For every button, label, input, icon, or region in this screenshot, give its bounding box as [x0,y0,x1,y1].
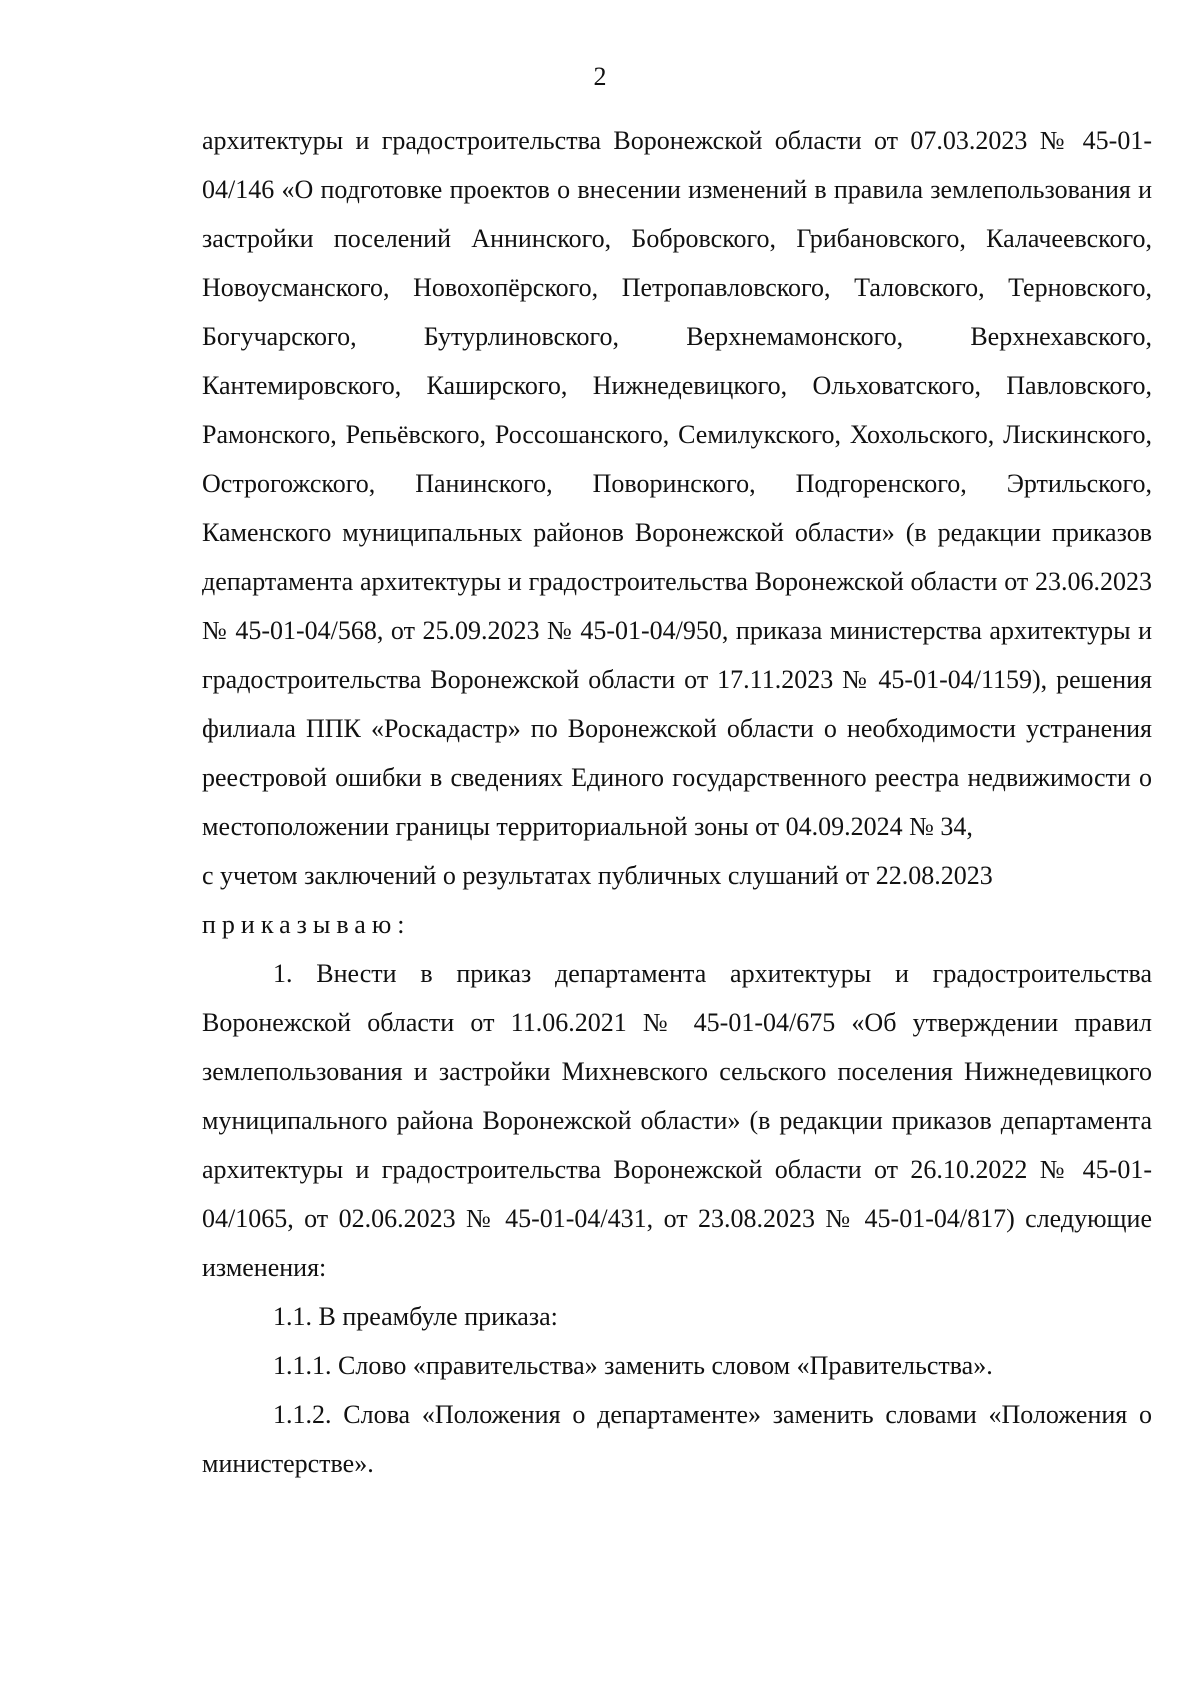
item-1-paragraph: 1. Внести в приказ департамента архитектуры и градостроительства Воронежской области от 11.06.2021 № 45-01-04/675 «Об утверждении правил землепользования и застройки Михневского сельского поселения Нижнедевицкого муниципального района Воронежской области» (в редакции приказов департамента архитектуры и градостроительства Воронежской области от 26.10.2022 № 45-01-04/1065, от 02.06.2023 № 45-01-04/431, от 23.08.2023 № 45-01-04/817) следующие изменения: [202,959,1152,1282]
item-1-1-1-paragraph: 1.1.1. Слово «правительства» заменить словом «Правительства». [273,1351,993,1380]
public-hearings-line: с учетом заключений о результатах публичных слушаний от 22.08.2023 [202,861,993,890]
item-1-1-paragraph: 1.1. В преамбуле приказа: [273,1302,558,1331]
page-number: 2 [593,62,607,91]
order-word: приказываю: [202,910,411,939]
preamble-continuation-paragraph: архитектуры и градостроительства Воронежской области от 07.03.2023 № 45-01-04/146 «О подготовке проектов о внесении изменений в правила землепользования и застройки поселений Аннинского, Бобровского, Грибановского, Калачеевского, Новоусманского, Новохопёрского, Петропавловского, Таловского, Терновского, Богучарского, Бутурлиновского, Верхнемамонского, Верхнехавского, Кантемировского, Каширского, Нижнедевицкого, Ольховатского, Павловского, Рамонского, Репьёвского, Россошанского, Семилукского, Хохольского, Лискинского, Острогожского, Панинского, Поворинского, Подгоренского, Эртильского, Каменского муниципальных районов Воронежской области» (в редакции приказов департамента архитектуры и градостроительства Воронежской области от 23.06.2023 № 45-01-04/568, от 25.09.2023 № 45-01-04/950, приказа министерства архитектуры и градостроительства Воронежской области от 17.11.2023 № 45-01-04/1159), решения филиала ППК «Роскадастр» по Воронежской области о необходимости устранения реестровой ошибки в сведениях Единого государственного реестра недвижимости о местоположении границы территориальной зоны от 04.09.2024 № 34, [202,126,1152,841]
document-body [202,116,1152,1488]
item-1-1-2-paragraph: 1.1.2. Слова «Положения о департаменте» заменить словами «Положения о министерстве». [202,1400,1152,1478]
